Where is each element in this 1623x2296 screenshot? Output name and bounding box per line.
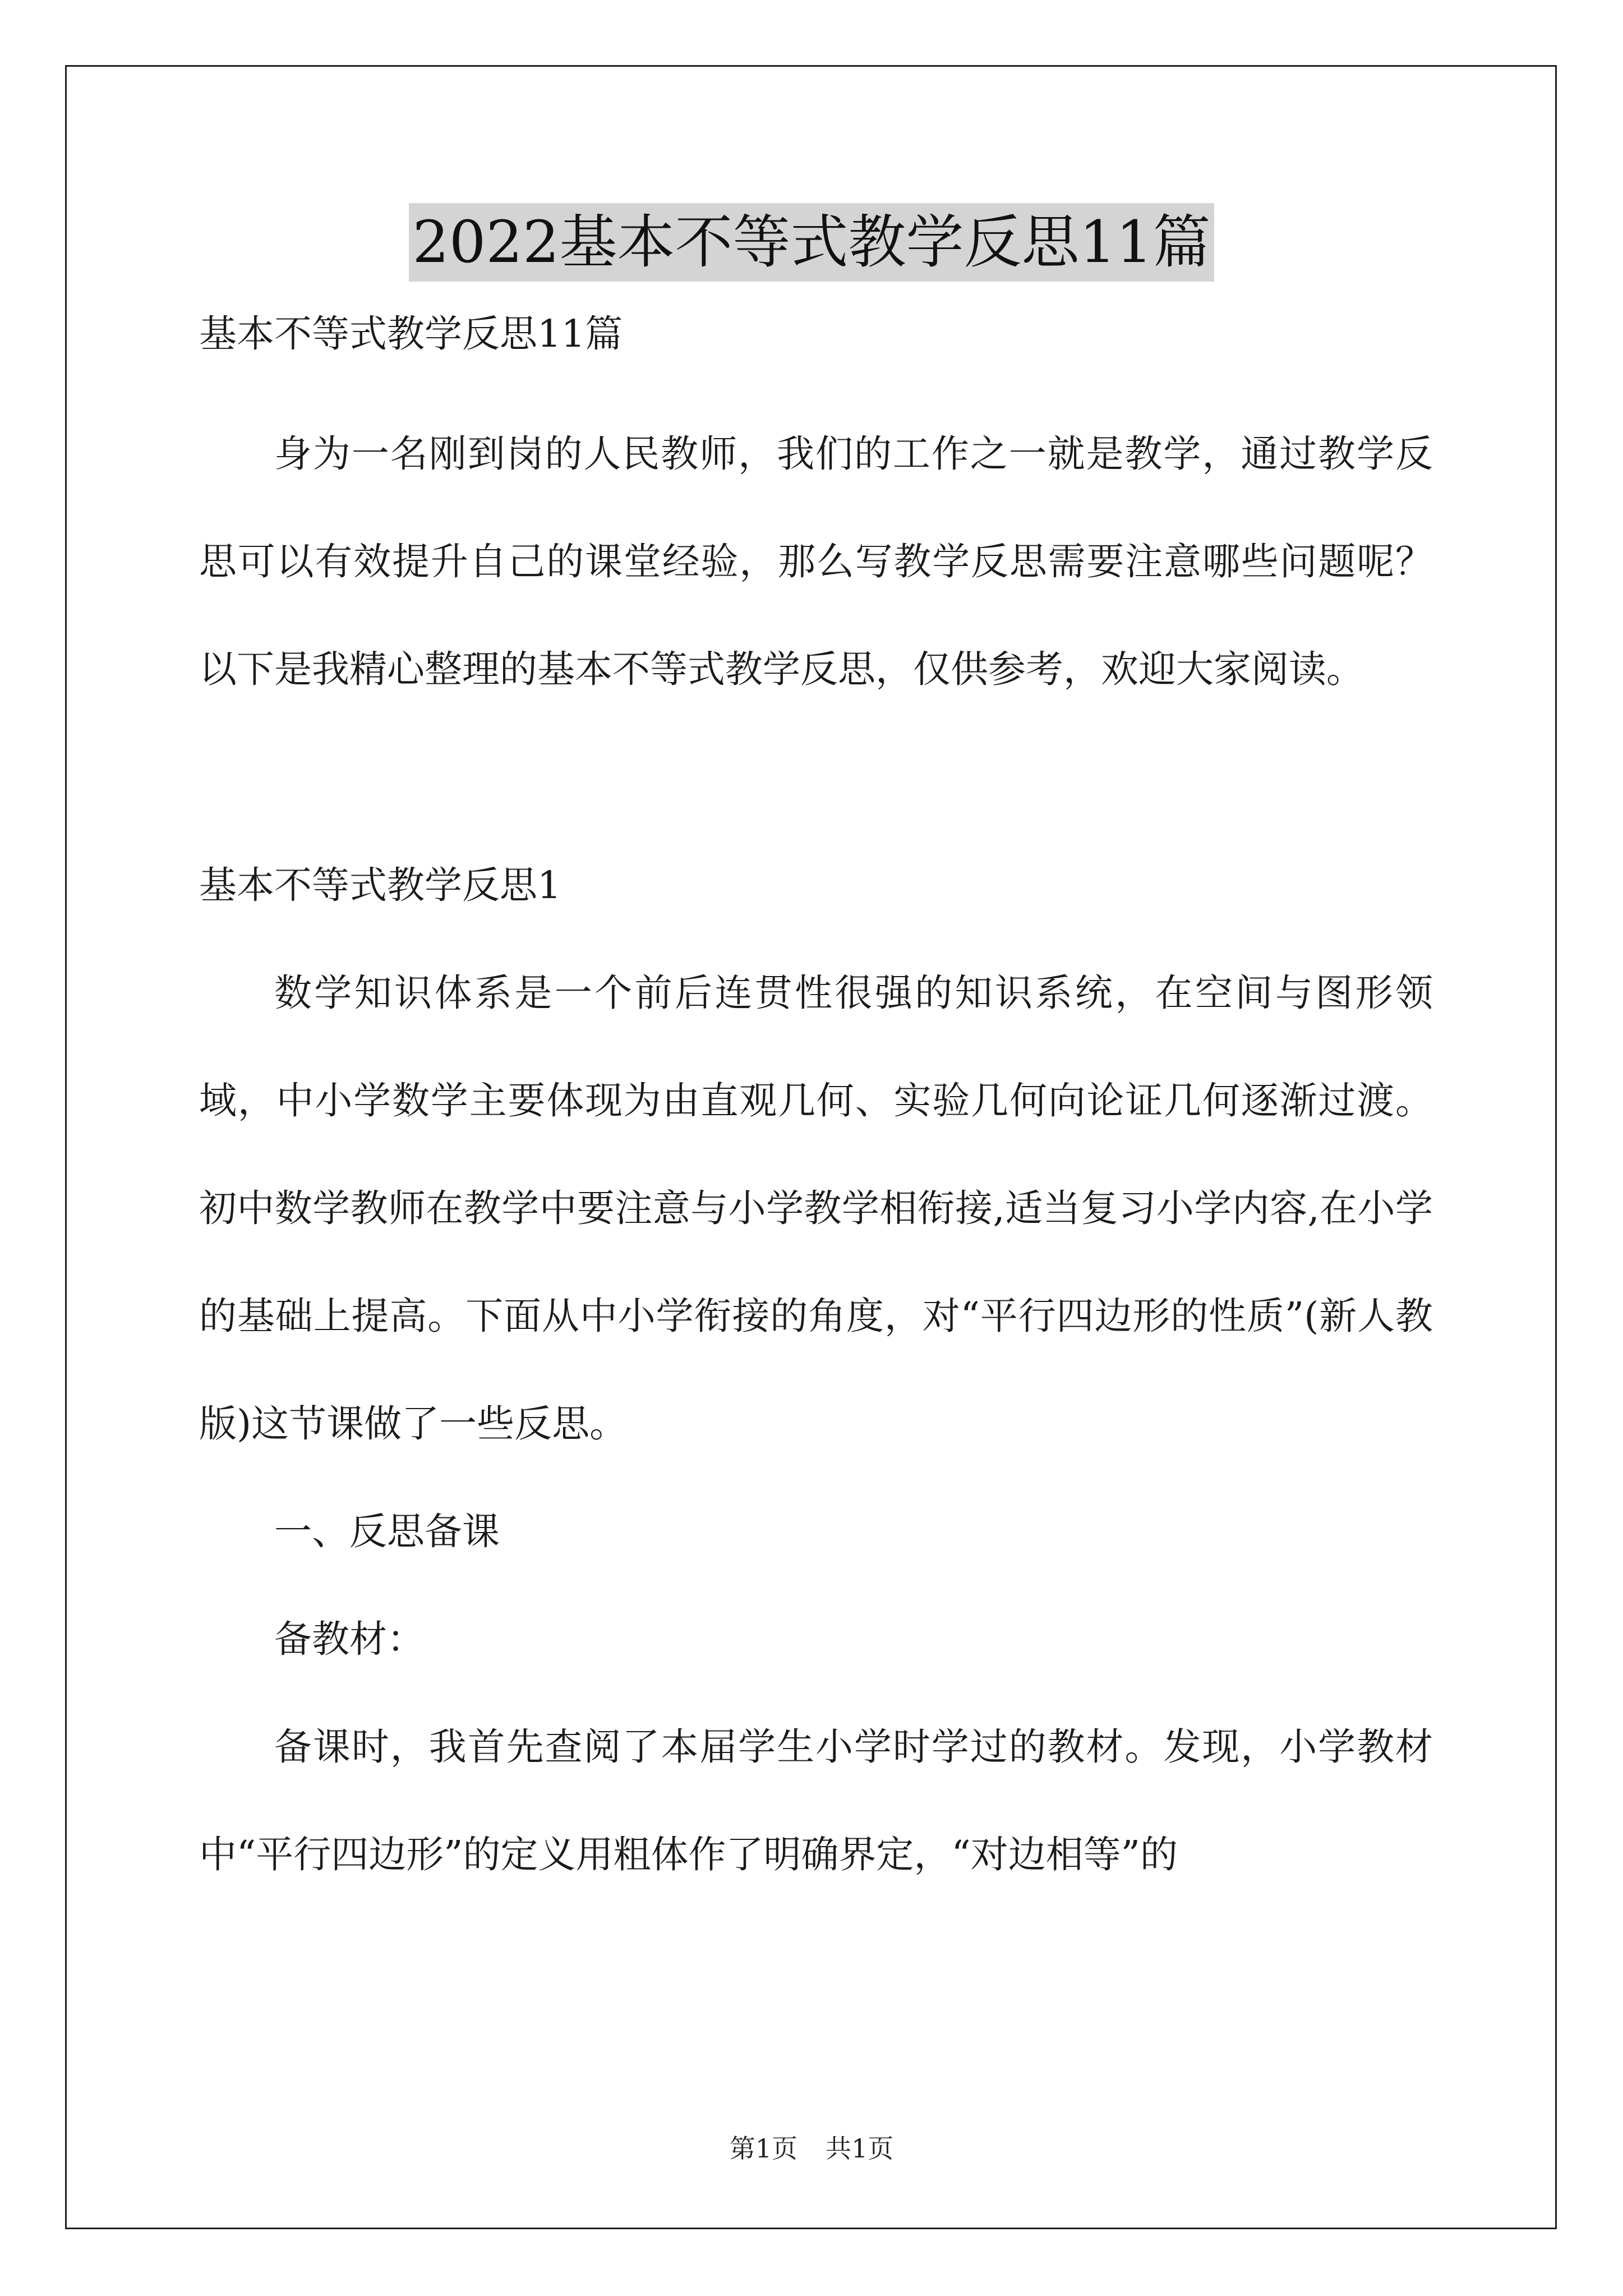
title-container <box>0 203 1623 282</box>
subtitle: 基本不等式教学反思11篇 <box>199 312 623 356</box>
body-paragraph: 数学知识体系是一个前后连贯性很强的知识系统，在空间与图形领域，中小学数学主要体现为由直观几何、实验几何向论证几何逐渐过渡。初中数学教师在教学中要注意与小学教学相衔接,适当复习小学内容,在小学的基础上提高。下面从中小学衔接的角度，对“平行四边形的性质”(新人教版)这节课做了一些反思。 <box>199 971 1433 1446</box>
sub-heading: 一、反思备课 <box>274 1510 500 1553</box>
page-number: 第1页 <box>729 2133 797 2164</box>
sub-heading: 备教材： <box>274 1617 425 1661</box>
section-heading: 基本不等式教学反思1 <box>199 863 561 907</box>
document-body <box>199 307 1433 1908</box>
page-footer <box>0 2132 1623 2165</box>
body-paragraph: 备课时，我首先查阅了本届学生小学时学过的教材。发现，小学教材中“平行四边形”的定义用粗体作了明确界定，“对边相等”的 <box>199 1725 1433 1876</box>
document-title: 2022基本不等式教学反思11篇 <box>409 203 1214 282</box>
intro-paragraph: 身为一名刚到岗的人民教师，我们的工作之一就是教学，通过教学反思可以有效提升自己的课堂经验，那么写教学反思需要注意哪些问题呢？以下是我精心整理的基本不等式教学反思，仅供参考，欢迎大家阅读。 <box>199 432 1433 691</box>
page-count: 共1页 <box>826 2133 894 2164</box>
